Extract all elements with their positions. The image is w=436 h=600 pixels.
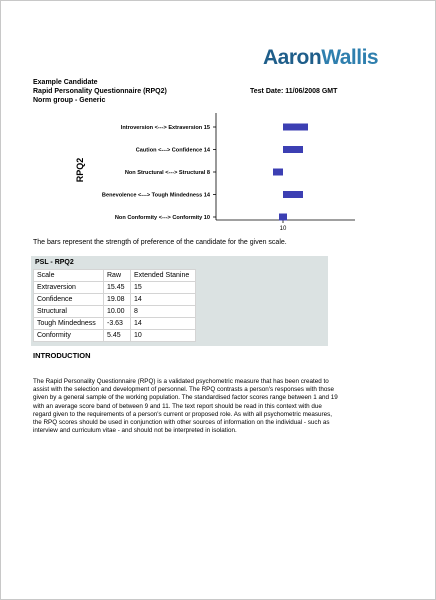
- table-row: [34, 294, 196, 306]
- cell-raw: 15.45: [104, 282, 131, 294]
- col-header-scale: Scale: [34, 270, 104, 282]
- cell-raw: 10.00: [104, 306, 131, 318]
- questionnaire-name: Rapid Personality Questionnaire (RPQ2): [33, 88, 167, 95]
- test-date: Test Date: 11/06/2008 GMT: [250, 88, 338, 95]
- norm-group: Norm group - Generic: [33, 97, 106, 104]
- cell-raw: 5.45: [104, 330, 131, 342]
- table-row: [34, 318, 196, 330]
- chart-note: The bars represent the strength of preference of the candidate for the given scale.: [33, 239, 287, 246]
- table-header-row: [34, 270, 196, 282]
- cell-stanine: 10: [131, 330, 196, 342]
- y-axis-title: RPQ2: [75, 157, 85, 183]
- category-label: Non Structural <---> Structural 8: [124, 170, 210, 177]
- cell-stanine: 14: [131, 294, 196, 306]
- category-label: Non Conformity <---> Conformity 10: [114, 215, 210, 222]
- bar: [283, 124, 308, 131]
- intro-line: the RPQ scores should be used in conjunction with other sources of information on the individual - such as: [33, 419, 330, 427]
- results-table: [33, 269, 196, 342]
- col-header-raw: Raw: [104, 270, 131, 282]
- cell-stanine: 8: [131, 306, 196, 318]
- cell-stanine: 14: [131, 318, 196, 330]
- cell-raw: 19.08: [104, 294, 131, 306]
- table-row: [34, 306, 196, 318]
- cell-stanine: 15: [131, 282, 196, 294]
- aaron-wallis-logo: AaronWallis: [263, 46, 379, 69]
- cell-scale: Tough Mindedness: [34, 318, 104, 330]
- cell-scale: Confidence: [34, 294, 104, 306]
- intro-line: given by a general sample of the working population. The standardised factor scores range between 1 and 19: [33, 394, 338, 402]
- category-label: Caution <---> Confidence 14: [135, 147, 210, 154]
- intro-line: with an average score band of between 9 and 11. The text report should be read in this context with due: [33, 402, 322, 410]
- introduction-heading: INTRODUCTION: [33, 351, 91, 360]
- intro-line: regard given to the requirements of a person's current or proposed role. As with all psychometric measures,: [33, 410, 333, 418]
- cell-raw: -3.63: [104, 318, 131, 330]
- cell-scale: Conformity: [34, 330, 104, 342]
- table-row: [34, 330, 196, 342]
- category-label: Introversion <---> Extraversion 15: [120, 125, 210, 132]
- table-row: [34, 282, 196, 294]
- cell-scale: Structural: [34, 306, 104, 318]
- bar: [273, 169, 283, 176]
- category-label: Benevolence <---> Tough Mindedness 14: [101, 192, 210, 199]
- x-tick-label: 10: [279, 226, 287, 232]
- bar: [279, 214, 287, 221]
- intro-line: assist with the selection and development of personnel. The RPQ contrasts a person's responses with those: [33, 386, 335, 394]
- rpq2-bar-chart: [0, 0, 436, 240]
- bar: [283, 191, 303, 198]
- table-title: PSL - RPQ2: [35, 259, 74, 266]
- introduction-text: [33, 378, 415, 435]
- cell-scale: Extraversion: [34, 282, 104, 294]
- col-header-stanine: Extended Stanine: [131, 270, 196, 282]
- bar: [283, 146, 303, 153]
- candidate-name: Example Candidate: [33, 79, 98, 86]
- intro-line: interview and curriculum vitae - and should not be interpreted in isolation.: [33, 427, 237, 435]
- intro-line: The Rapid Personality Questionnaire (RPQ) is a validated psychometric measure that has been created to: [33, 378, 329, 385]
